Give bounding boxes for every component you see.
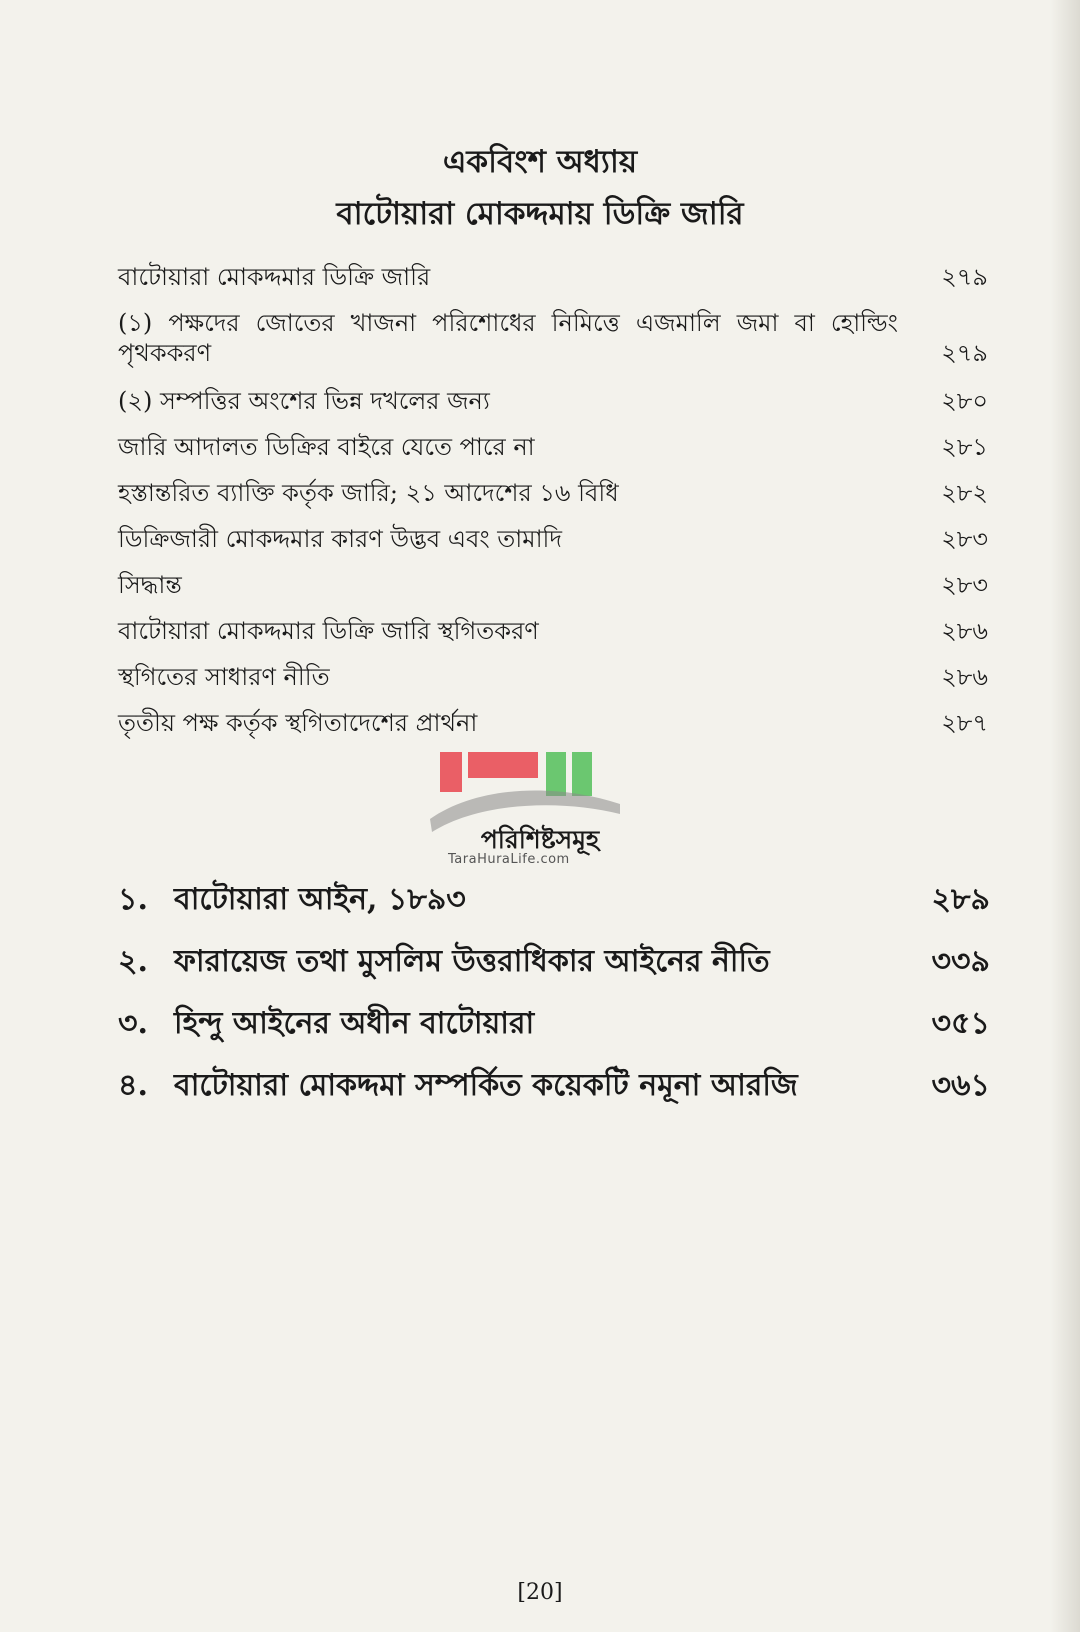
- toc-entry: [118, 308, 988, 368]
- toc-entry-title: স্থগিতের সাধারণ নীতি: [118, 663, 330, 691]
- appendix-entry: [118, 1004, 990, 1044]
- toc-entry: [118, 524, 988, 554]
- toc-entry-page: ২৮৬: [941, 617, 988, 645]
- toc-entry-page: ২৮৩: [941, 525, 988, 553]
- appendix-entry: [118, 1066, 990, 1106]
- toc-entry-page: ২৮৩: [941, 571, 988, 599]
- toc-entry-page: ২৮০: [941, 387, 988, 415]
- toc-entry-title: হস্তান্তরিত ব্যাক্তি কর্তৃক জারি; ২১ আদেশের ১৬ বিধি: [118, 479, 619, 507]
- appendix-entry-title: বাটোয়ারা আইন, ১৮৯৩: [174, 882, 466, 917]
- page-edge-shadow: [1050, 0, 1080, 1632]
- appendix-entry-title: বাটোয়ারা মোকদ্দমা সম্পর্কিত কয়েকটি নমূনা আরজি: [174, 1068, 798, 1103]
- toc-entry-title: ডিক্রিজারী মোকদ্দমার কারণ উদ্ভব এবং তামাদি: [118, 525, 563, 553]
- appendix-entry-number: ৪.: [118, 1068, 148, 1103]
- toc-entry-title: (১) পক্ষদের জোতের খাজনা পরিশোধের নিমিত্তে এজমালি জমা বা হোল্ডিং পৃথককরণ: [118, 309, 898, 367]
- toc-entry: [118, 708, 988, 738]
- toc-entry-page: ২৮৭: [941, 709, 988, 737]
- appendix-entry: [118, 880, 990, 920]
- appendix-list: [118, 880, 990, 1128]
- appendix-entry-title: ফারায়েজ তথা মুসলিম উত্তরাধিকার আইনের নীতি: [174, 944, 770, 979]
- appendix-entry-page: ৩৫১: [931, 1006, 990, 1041]
- watermark-text: TaraHuraLife.com: [448, 852, 570, 867]
- appendix-entry-page: ২৮৯: [931, 882, 990, 917]
- toc-entry: [118, 616, 988, 646]
- toc-entry-title: তৃতীয় পক্ষ কর্তৃক স্থগিতাদেশের প্রার্থনা: [118, 709, 478, 737]
- appendix-entry-number: ১.: [118, 882, 148, 917]
- toc-entry: [118, 662, 988, 692]
- toc-entry-title: (২) সম্পত্তির অংশের ভিন্ন দখলের জন্য: [118, 387, 490, 415]
- toc-entry: [118, 570, 988, 600]
- toc-entry-page: ২৭৯: [941, 339, 988, 367]
- appendix-title: পরিশিষ্টসমূহ: [480, 825, 600, 854]
- toc-entry-title: বাটোয়ারা মোকদ্দমার ডিক্রি জারি: [118, 263, 431, 291]
- toc-entry: [118, 262, 988, 292]
- appendix-entry: [118, 942, 990, 982]
- toc-entry: [118, 386, 988, 416]
- table-of-contents: [118, 262, 988, 754]
- appendix-entry-page: ৩৬১: [931, 1068, 990, 1103]
- toc-entry: [118, 478, 988, 508]
- toc-entry-page: ২৭৯: [941, 263, 988, 291]
- toc-entry-title: জারি আদালত ডিক্রির বাইরে যেতে পারে না: [118, 433, 535, 461]
- chapter-heading: একবিংশ অধ্যায়: [442, 144, 638, 180]
- toc-entry-title: সিদ্ধান্ত: [118, 571, 182, 599]
- appendix-entry-page: ৩৩৯: [931, 944, 990, 979]
- page-number: [20]: [517, 1580, 563, 1605]
- appendix-entry-number: ৩.: [118, 1006, 148, 1041]
- appendix-entry-number: ২.: [118, 944, 148, 979]
- toc-entry-page: ২৮৬: [941, 663, 988, 691]
- toc-entry: [118, 432, 988, 462]
- toc-entry-page: ২৮২: [941, 479, 988, 507]
- toc-entry-page: ২৮১: [941, 433, 988, 461]
- chapter-title: বাটোয়ারা মোকদ্দমায় ডিক্রি জারি: [336, 196, 744, 232]
- appendix-entry-title: হিন্দু আইনের অধীন বাটোয়ারা: [174, 1006, 535, 1041]
- toc-entry-title: বাটোয়ারা মোকদ্দমার ডিক্রি জারি স্থগিতকরণ: [118, 617, 539, 645]
